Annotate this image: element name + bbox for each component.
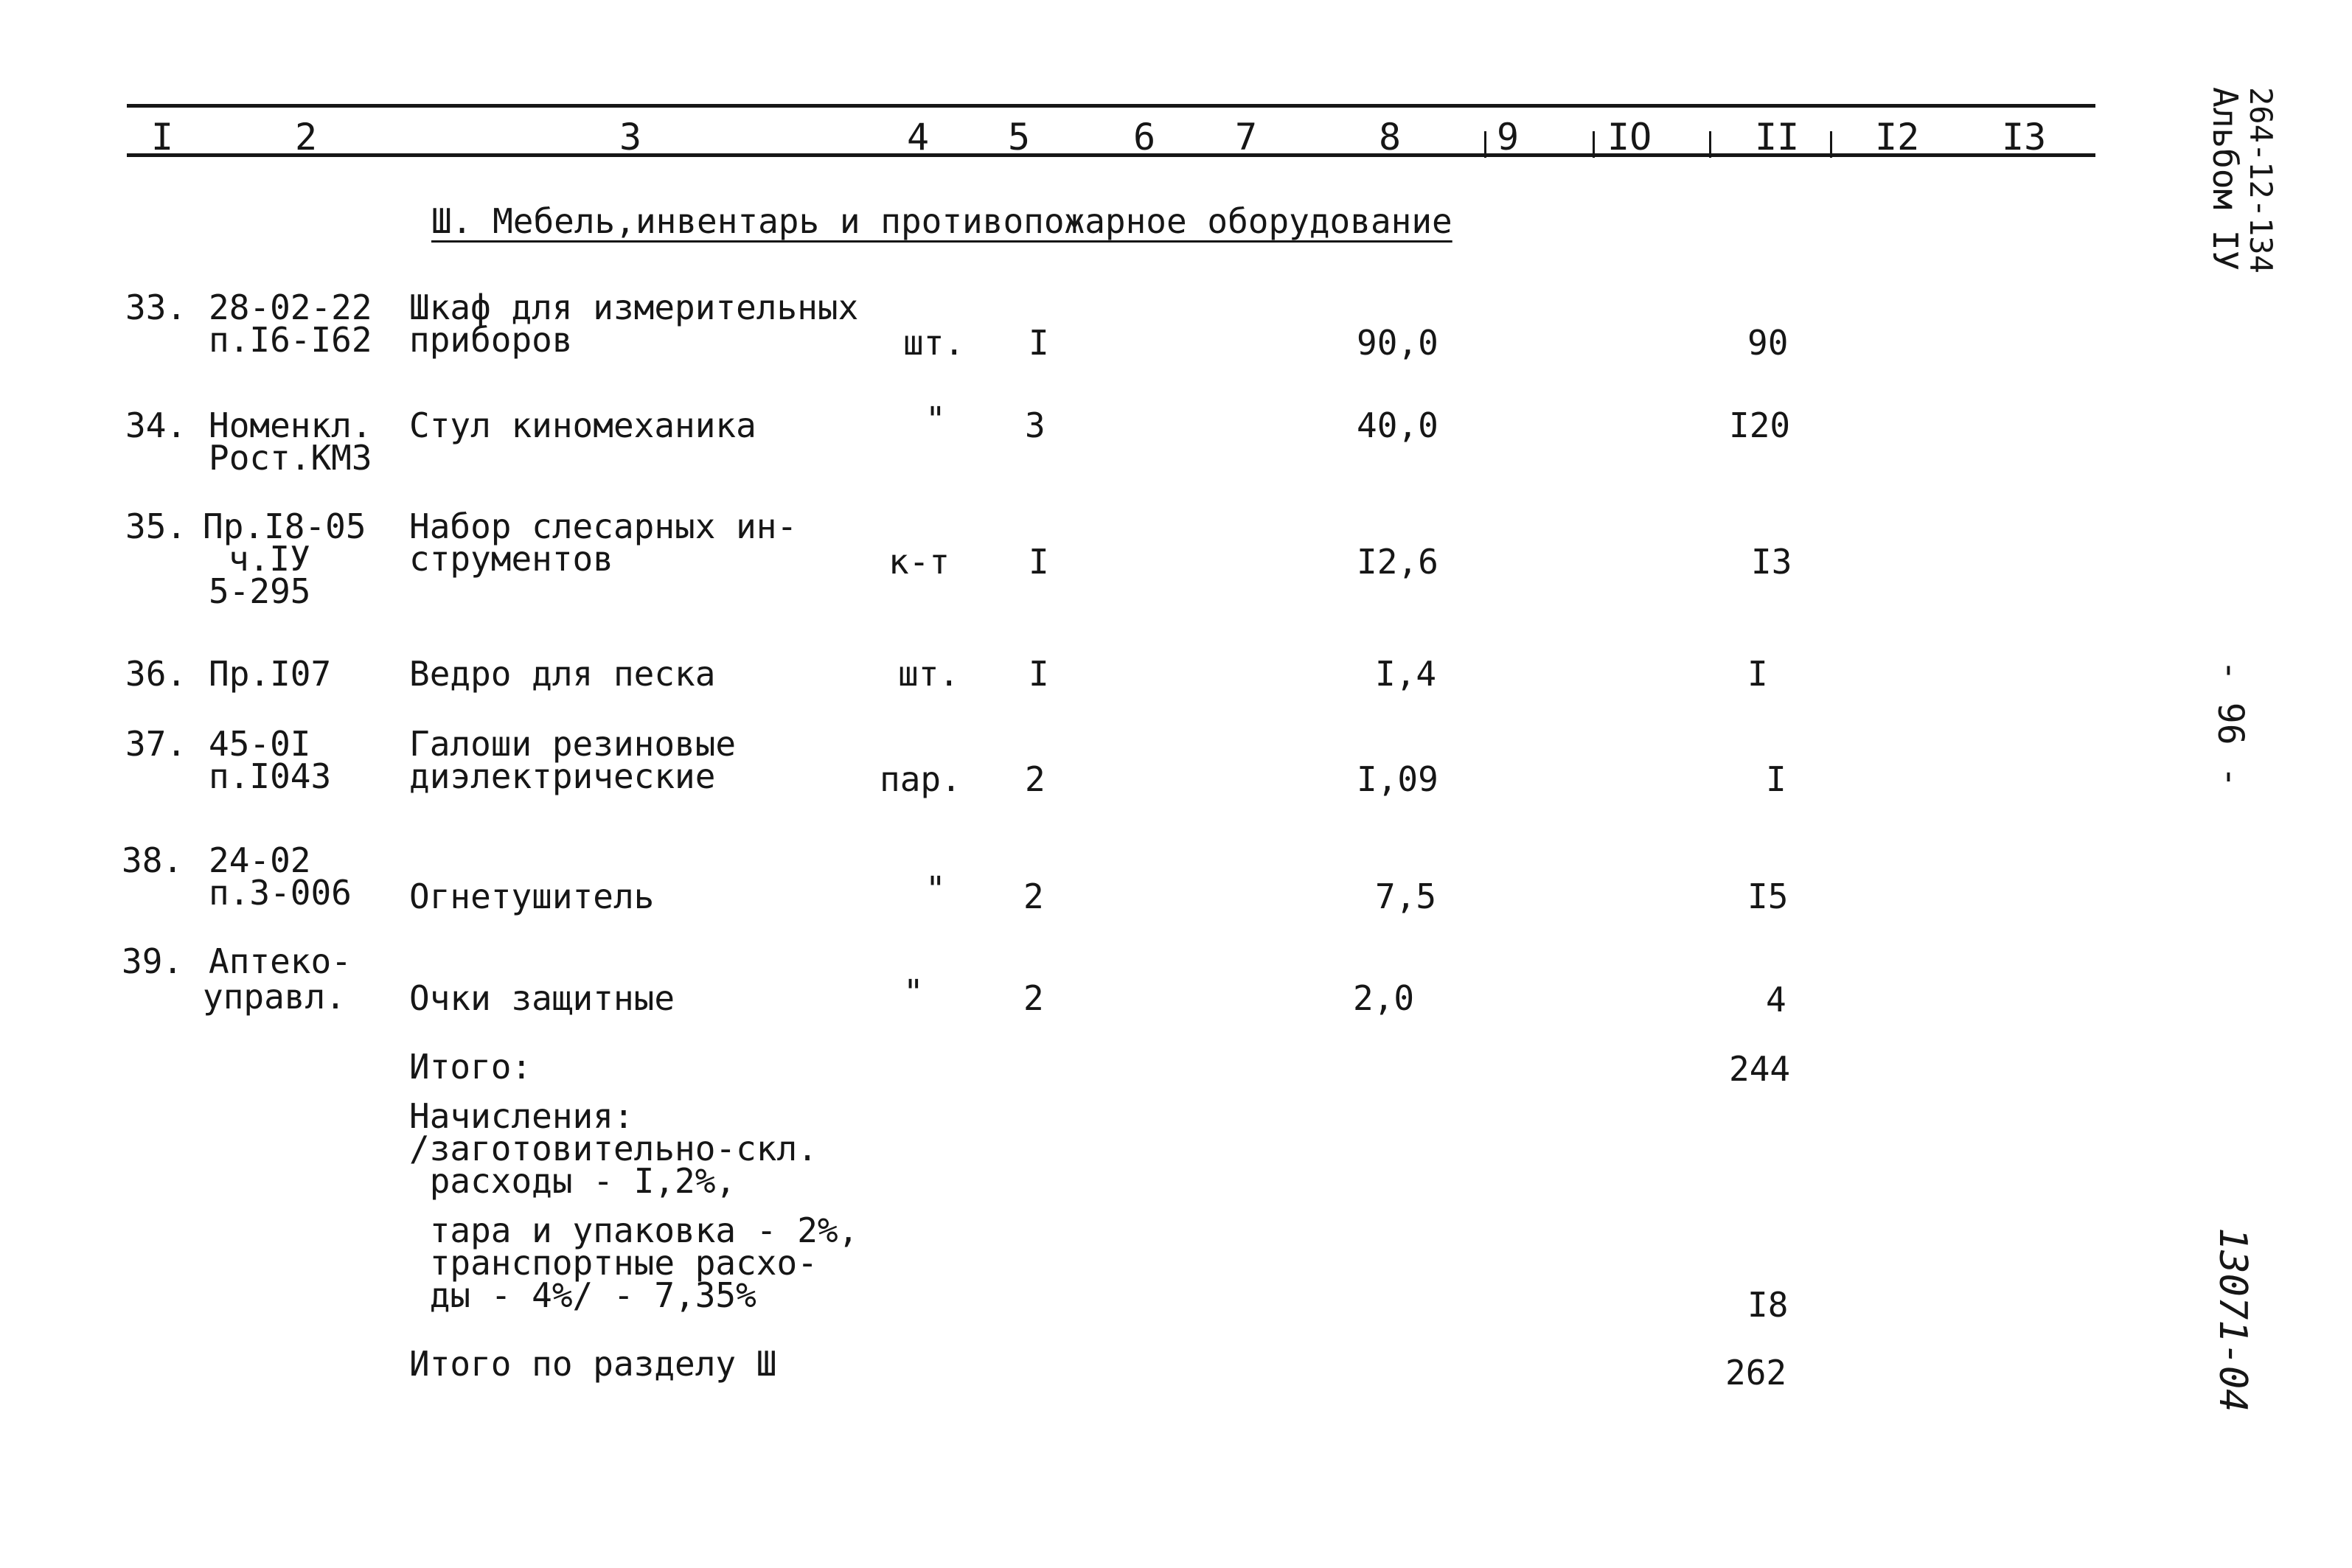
row-number: 36. bbox=[125, 654, 187, 694]
charges-line: /заготовительно-скл. bbox=[409, 1129, 818, 1168]
row-quantity: I bbox=[1029, 542, 1049, 582]
row-unit: к-т bbox=[888, 542, 950, 582]
row-unit: шт. bbox=[898, 654, 960, 694]
row-number: 35. bbox=[125, 506, 187, 546]
row-unit-price: 90,0 bbox=[1357, 323, 1438, 363]
column-header: II bbox=[1755, 116, 1800, 158]
subtotal-label: Итого: bbox=[409, 1047, 532, 1087]
row-unit-price: 2,0 bbox=[1353, 978, 1415, 1018]
row-reference: 45-0I bbox=[209, 724, 311, 764]
column-header: I3 bbox=[2002, 116, 2047, 158]
row-reference: 5-295 bbox=[209, 571, 311, 611]
row-reference: Пр.I07 bbox=[209, 654, 332, 694]
header-column-divider bbox=[1593, 131, 1595, 158]
row-item-name: Ведро для песка bbox=[409, 654, 716, 694]
row-total: I3 bbox=[1751, 542, 1792, 582]
row-reference: п.I043 bbox=[209, 756, 332, 796]
column-header: 9 bbox=[1497, 116, 1520, 158]
margin-doc-code: 264-12-134 bbox=[2243, 87, 2279, 273]
row-item-name: Шкаф для измерительных bbox=[409, 288, 859, 327]
column-header: 8 bbox=[1379, 116, 1402, 158]
header-column-divider bbox=[1830, 131, 1832, 158]
charges-line: тара и упаковка - 2%, bbox=[409, 1210, 859, 1250]
row-reference: Пр.I8-05 bbox=[203, 506, 366, 546]
column-header: 4 bbox=[907, 116, 930, 158]
row-item-name: Галоши резиновые bbox=[409, 724, 737, 764]
row-total: 90 bbox=[1747, 323, 1789, 363]
row-number: 39. bbox=[122, 941, 184, 981]
row-reference: управл. bbox=[203, 977, 346, 1017]
row-total: I20 bbox=[1729, 405, 1791, 445]
row-reference: Рост.КМЗ bbox=[209, 438, 372, 478]
row-quantity: I bbox=[1029, 323, 1049, 363]
row-item-name: Очки защитные bbox=[409, 978, 675, 1018]
charges-line: ды - 4%/ - 7,35% bbox=[409, 1275, 756, 1315]
row-reference: Аптеко- bbox=[209, 941, 352, 981]
header-column-divider bbox=[1709, 131, 1711, 158]
row-unit-price: 7,5 bbox=[1375, 877, 1437, 916]
row-quantity: 3 bbox=[1025, 405, 1045, 445]
margin-album: Альбом IУ bbox=[2205, 87, 2245, 271]
row-unit: " bbox=[925, 869, 946, 909]
column-header: 3 bbox=[619, 116, 642, 158]
subtotal-value: 244 bbox=[1729, 1049, 1791, 1089]
row-quantity: I bbox=[1029, 654, 1049, 694]
row-reference: 28-02-22 bbox=[209, 288, 372, 327]
row-unit-price: I,4 bbox=[1375, 654, 1437, 694]
row-unit-price: I2,6 bbox=[1357, 542, 1438, 582]
row-total: I5 bbox=[1747, 877, 1789, 916]
margin-page-number: - 96 - bbox=[2210, 660, 2251, 788]
column-header: 5 bbox=[1008, 116, 1031, 158]
row-number: 33. bbox=[125, 288, 187, 327]
row-number: 34. bbox=[125, 405, 187, 445]
row-item-name: Огнетушитель bbox=[409, 877, 655, 916]
row-quantity: 2 bbox=[1023, 978, 1044, 1018]
row-unit: шт. bbox=[903, 323, 965, 363]
charges-line: Начисления: bbox=[409, 1096, 634, 1136]
row-number: 38. bbox=[122, 840, 184, 880]
column-header: I2 bbox=[1875, 116, 1920, 158]
header-column-divider bbox=[1484, 131, 1486, 158]
row-total: I bbox=[1747, 654, 1768, 694]
header-top-rule bbox=[127, 104, 2095, 108]
column-header: 6 bbox=[1133, 116, 1156, 158]
row-unit-price: I,09 bbox=[1357, 759, 1438, 799]
row-unit: " bbox=[903, 972, 924, 1012]
section-total-value: 262 bbox=[1725, 1353, 1787, 1393]
column-header: 7 bbox=[1235, 116, 1258, 158]
row-reference: п.3-006 bbox=[209, 873, 352, 913]
column-header: 2 bbox=[295, 116, 318, 158]
section-title: Ш. Мебель,инвентарь и противопожарное оборудование bbox=[431, 201, 1452, 241]
row-unit-price: 40,0 bbox=[1357, 405, 1438, 445]
charges-line: расходы - I,2%, bbox=[409, 1161, 737, 1201]
row-item-name: струментов bbox=[409, 539, 613, 579]
row-reference: Номенкл. bbox=[209, 405, 372, 445]
row-quantity: 2 bbox=[1025, 759, 1045, 799]
header-bottom-rule bbox=[127, 153, 2095, 157]
row-item-name: диэлектрические bbox=[409, 756, 716, 796]
row-quantity: 2 bbox=[1023, 877, 1044, 916]
charges-value: I8 bbox=[1747, 1285, 1789, 1325]
row-item-name: Стул киномеханика bbox=[409, 405, 756, 445]
row-number: 37. bbox=[125, 724, 187, 764]
row-reference: 24-02 bbox=[209, 840, 311, 880]
row-item-name: приборов bbox=[409, 320, 573, 360]
row-unit: пар. bbox=[880, 759, 961, 799]
row-item-name: Набор слесарных ин- bbox=[409, 506, 798, 546]
section-total-label: Итого по разделу Ш bbox=[409, 1344, 777, 1384]
charges-line: транспортные расхо- bbox=[409, 1243, 818, 1283]
row-total: I bbox=[1766, 759, 1786, 799]
row-total: 4 bbox=[1766, 980, 1786, 1020]
row-reference: ч.IУ bbox=[229, 539, 310, 579]
row-unit: " bbox=[925, 400, 946, 439]
row-reference: п.I6-I62 bbox=[209, 320, 372, 360]
margin-sheet-code: 13071-04 bbox=[2210, 1227, 2255, 1412]
column-header: I bbox=[151, 116, 174, 158]
column-header: IO bbox=[1607, 116, 1652, 158]
